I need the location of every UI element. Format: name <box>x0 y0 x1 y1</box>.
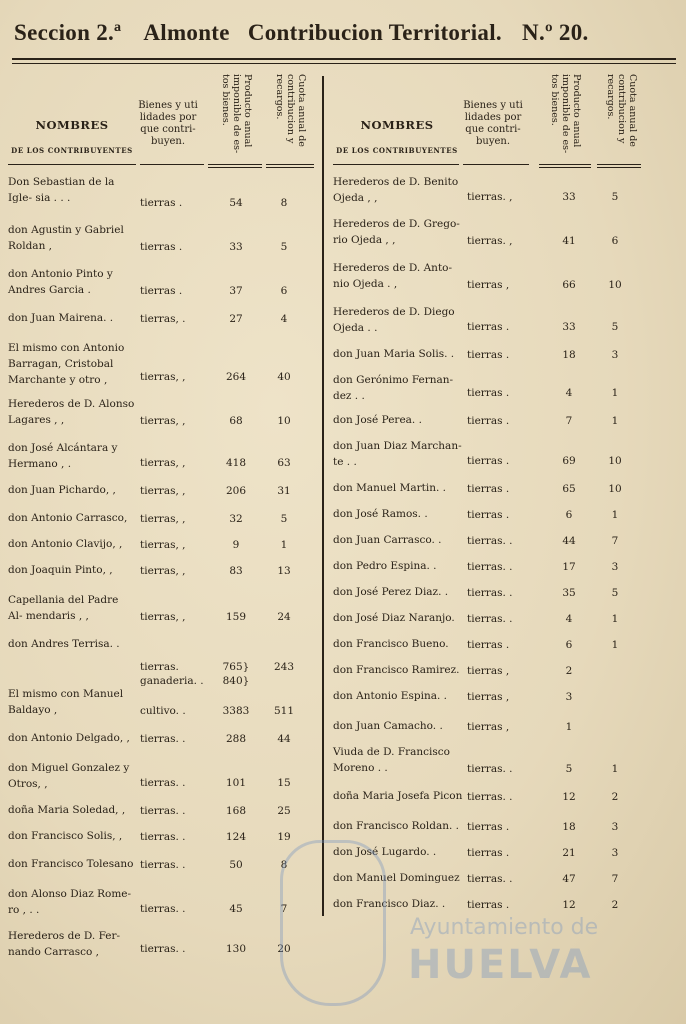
title-number: N.º 20. <box>522 20 589 45</box>
bienes-value: tierras. . <box>467 763 513 775</box>
contributor-name: don Antonio Pinto y Andres Garcia . <box>8 268 113 296</box>
header-names-subtitle: DE LOS CONTRIBUYENTES <box>336 146 458 155</box>
bienes-value: tierras. . <box>140 733 186 745</box>
contributor-name: don Joaquin Pinto, , <box>8 564 113 576</box>
contributor-name: Don Sebastian de la Igle- sia . . . <box>8 176 115 204</box>
contributor-name: El mismo con Antonio Barragan, Cristobal Marchante y otro , <box>8 342 125 386</box>
producto-value: 206 <box>225 485 247 497</box>
producto-value: 168 <box>225 805 247 817</box>
producto-value: 159 <box>225 611 247 623</box>
contributor-name: don Agustin y Gabriel Roldan , <box>8 224 124 252</box>
cuota-value: 5 <box>280 513 288 525</box>
table-row <box>333 740 641 784</box>
contributor-name: Herederos de D. Grego- rio Ojeda , , <box>333 218 460 246</box>
contributor-name: doña Maria Josefa Picon <box>333 790 463 802</box>
table-row <box>8 798 318 824</box>
producto-value: 35 <box>562 587 576 599</box>
cuota-value: 63 <box>277 457 291 469</box>
bienes-value: tierras, , <box>140 415 186 427</box>
table-row <box>8 436 318 478</box>
producto-value: 65 <box>562 483 576 495</box>
bienes-value: tierras . <box>467 321 510 333</box>
contributor-name: don Juan Diaz Marchan- te . . <box>333 440 462 468</box>
left-table-header <box>8 66 318 170</box>
contributor-name: don Antonio Carrasco, <box>8 512 128 524</box>
table-row <box>333 632 641 658</box>
cuota-value: 1 <box>611 639 619 651</box>
cuota-value: 3 <box>611 821 619 833</box>
cuota-value: 1 <box>611 509 619 521</box>
bienes-value: tierras. . <box>467 535 513 547</box>
producto-value: 44 <box>562 535 576 547</box>
producto-value: 12 <box>562 899 576 911</box>
producto-value: 83 <box>229 565 243 577</box>
producto-value: 765} 840} <box>222 661 250 687</box>
producto-value: 101 <box>225 777 247 789</box>
title-contribution: Contribucion Territorial. <box>247 20 502 45</box>
contributor-name: don Antonio Delgado, , <box>8 732 130 744</box>
table-row <box>8 588 318 632</box>
bienes-value: tierras. . <box>140 943 186 955</box>
top-rule-thin <box>12 63 676 64</box>
table-row <box>8 306 318 336</box>
producto-value: 33 <box>229 241 243 253</box>
producto-value: 9 <box>232 539 240 551</box>
cuota-value: 1 <box>611 613 619 625</box>
contributor-name: don Francisco Tolesano <box>8 858 134 870</box>
header-cuota: Cuota anual de contribucion y recargos. <box>605 74 638 147</box>
producto-value: 5 <box>565 763 573 775</box>
contributor-name: don Juan Camacho. . <box>333 720 443 732</box>
cuota-value: 44 <box>277 733 291 745</box>
contributor-name: don José Diaz Naranjo. <box>333 612 455 624</box>
producto-value: 4 <box>565 387 573 399</box>
header-producto: Producto anual imponible de es- tos bienes. <box>549 74 582 154</box>
cuota-value: 5 <box>611 587 619 599</box>
cuota-value: 24 <box>277 611 291 623</box>
bienes-value: tierras. . <box>140 859 186 871</box>
title-town: Almonte <box>143 20 230 45</box>
table-row <box>333 684 641 714</box>
bienes-value: tierras. . <box>467 873 513 885</box>
producto-value: 66 <box>562 279 576 291</box>
header-names-title: NOMBRES <box>35 118 109 132</box>
cuota-value: 2 <box>611 899 619 911</box>
producto-value: 69 <box>562 455 576 467</box>
producto-value: 17 <box>562 561 576 573</box>
header-names-title: NOMBRES <box>360 118 434 132</box>
producto-value: 18 <box>562 349 576 361</box>
table-row <box>8 882 318 924</box>
contributor-name: don José Ramos. . <box>333 508 428 520</box>
contributor-name: don José Alcántara y Hermano , . <box>8 442 118 470</box>
bienes-value: tierras. . <box>467 561 513 573</box>
contributor-name: don Gerónimo Fernan- dez . . <box>333 374 454 402</box>
table-row <box>333 368 641 408</box>
producto-value: 50 <box>229 859 243 871</box>
bienes-value: tierras, , <box>140 539 186 551</box>
header-rule <box>597 164 641 165</box>
table-row <box>8 924 318 964</box>
cuota-value: 3 <box>611 847 619 859</box>
table-row <box>333 866 641 892</box>
header-names <box>333 118 461 155</box>
right-table-header <box>333 66 641 170</box>
header-rule <box>539 164 591 165</box>
bienes-value: tierras. ganaderia. . <box>140 661 204 687</box>
cuota-value: 5 <box>280 241 288 253</box>
bienes-value: tierras . <box>467 847 510 859</box>
producto-value: 54 <box>229 197 243 209</box>
producto-value: 45 <box>229 903 243 915</box>
contributor-name: Herederos de D. Alonso Lagares , , <box>8 398 135 426</box>
cuota-value: 511 <box>273 705 295 717</box>
right-table <box>333 66 641 918</box>
cuota-value: 6 <box>280 285 288 297</box>
cuota-value: 3 <box>611 561 619 573</box>
bienes-value: tierras . <box>467 387 510 399</box>
header-rule <box>208 167 262 168</box>
contributor-name: don José Perea. . <box>333 414 422 426</box>
table-row <box>8 170 318 218</box>
table-row <box>8 392 318 436</box>
page-title <box>14 20 674 46</box>
producto-value: 264 <box>225 371 247 383</box>
cuota-value: 10 <box>608 483 622 495</box>
bienes-value: tierras . <box>467 455 510 467</box>
contributor-name: don Miguel Gonzalez y Otros, , <box>8 762 130 790</box>
cuota-value: 25 <box>277 805 291 817</box>
table-row <box>333 814 641 840</box>
cuota-value: 7 <box>611 873 619 885</box>
table-row <box>333 784 641 814</box>
cuota-value: 8 <box>280 197 288 209</box>
bienes-value: tierras, , <box>140 611 186 623</box>
contributor-name: don José Perez Diaz. . <box>333 586 449 598</box>
bienes-value: tierras, , <box>140 485 186 497</box>
contributor-name: don Juan Mairena. . <box>8 312 114 324</box>
cuota-value: 5 <box>611 321 619 333</box>
table-row <box>333 580 641 606</box>
bienes-value: tierras, , <box>140 565 186 577</box>
bienes-value: tierras . <box>467 821 510 833</box>
cuota-value: 4 <box>280 313 288 325</box>
producto-value: 130 <box>225 943 247 955</box>
contributor-name: don Juan Maria Solis. . <box>333 348 455 360</box>
table-row <box>333 528 641 554</box>
table-row <box>333 840 641 866</box>
table-row <box>8 682 318 726</box>
left-table <box>8 66 318 964</box>
watermark-line1: Ayuntamiento de <box>410 915 599 940</box>
producto-value: 418 <box>225 457 247 469</box>
table-row <box>8 262 318 306</box>
cuota-value: 1 <box>280 539 288 551</box>
bienes-value: cultivo. . <box>140 705 186 717</box>
bienes-value: tierras , <box>467 691 510 703</box>
bienes-value: tierras. , <box>467 191 513 203</box>
contributor-name: Herederos de D. Anto- nio Ojeda . , <box>333 262 453 290</box>
contributor-name: Herederos de D. Benito Ojeda , , <box>333 176 459 204</box>
contributor-name: don Pedro Espina. . <box>333 560 437 572</box>
contributor-name: Viuda de D. Francisco Moreno . . <box>333 746 450 774</box>
header-rule <box>140 164 204 165</box>
bienes-value: tierras. . <box>467 791 513 803</box>
table-row <box>8 336 318 392</box>
table-row <box>333 554 641 580</box>
bienes-value: tierras. . <box>140 805 186 817</box>
table-row <box>333 658 641 684</box>
contributor-name: don Manuel Martin. . <box>333 482 446 494</box>
table-row <box>333 342 641 368</box>
cuota-value: 5 <box>611 191 619 203</box>
producto-value: 6 <box>565 639 573 651</box>
cuota-value: 7 <box>280 903 288 915</box>
bienes-value: tierras . <box>467 509 510 521</box>
producto-value: 47 <box>562 873 576 885</box>
table-row <box>333 714 641 740</box>
top-rule <box>12 58 676 60</box>
producto-value: 33 <box>562 321 576 333</box>
bienes-value: tierras. . <box>140 831 186 843</box>
header-cuota: Cuota anual de contribucion y recargos. <box>274 74 307 147</box>
bienes-value: tierras , <box>467 279 510 291</box>
bienes-value: tierras . <box>467 483 510 495</box>
producto-value: 18 <box>562 821 576 833</box>
watermark-line2: HUELVA <box>408 942 593 988</box>
contributor-name: don Juan Carrasco. . <box>333 534 442 546</box>
table-row <box>8 532 318 558</box>
left-rows <box>8 170 318 964</box>
table-row <box>333 408 641 434</box>
cuota-value: 31 <box>277 485 291 497</box>
producto-value: 6 <box>565 509 573 521</box>
table-row <box>333 212 641 256</box>
cuota-value: 10 <box>608 279 622 291</box>
producto-value: 27 <box>229 313 243 325</box>
table-row <box>8 824 318 852</box>
producto-value: 12 <box>562 791 576 803</box>
cuota-value: 243 <box>273 661 295 673</box>
producto-value: 68 <box>229 415 243 427</box>
bienes-value: tierras . <box>140 285 183 297</box>
header-bienes: Bienes y uti lidades por que contri- buyen. <box>463 100 523 147</box>
right-rows <box>333 170 641 918</box>
cuota-value: 19 <box>277 831 291 843</box>
bienes-value: tierras . <box>140 241 183 253</box>
bienes-value: tierras, , <box>140 513 186 525</box>
table-row <box>333 606 641 632</box>
header-rule <box>266 167 314 168</box>
bienes-value: tierras . <box>467 415 510 427</box>
contributor-name: don Manuel Dominguez <box>333 872 460 884</box>
bienes-value: tierras , <box>467 721 510 733</box>
cuota-value: 1 <box>611 415 619 427</box>
header-rule <box>333 164 459 165</box>
producto-value: 288 <box>225 733 247 745</box>
cuota-value: 2 <box>611 791 619 803</box>
bienes-value: tierras , <box>467 665 510 677</box>
header-names <box>8 118 136 155</box>
table-row <box>333 892 641 918</box>
header-rule <box>597 167 641 168</box>
table-row <box>8 506 318 532</box>
cuota-value: 7 <box>611 535 619 547</box>
producto-value: 33 <box>562 191 576 203</box>
contributor-name: El mismo con Manuel Baldayo , <box>8 688 124 716</box>
contributor-name: Capellania del Padre Al- mendaris , , <box>8 594 119 622</box>
cuota-value: 6 <box>611 235 619 247</box>
contributor-name: don Francisco Ramirez. <box>333 664 460 676</box>
bienes-value: tierras . <box>467 349 510 361</box>
contributor-name: doña Maria Soledad, , <box>8 804 126 816</box>
table-row <box>333 434 641 476</box>
bienes-value: tierras . <box>467 899 510 911</box>
table-row <box>8 726 318 756</box>
table-row <box>8 756 318 798</box>
producto-value: 7 <box>565 415 573 427</box>
header-rule <box>539 167 591 168</box>
contributor-name: Herederos de D. Diego Ojeda . . <box>333 306 455 334</box>
header-rule <box>8 164 136 165</box>
column-separator <box>322 76 324 916</box>
cuota-value: 1 <box>611 387 619 399</box>
table-row <box>333 256 641 300</box>
producto-value: 41 <box>562 235 576 247</box>
cuota-value: 8 <box>280 859 288 871</box>
bienes-value: tierras, , <box>140 457 186 469</box>
contributor-name: don Juan Pichardo, , <box>8 484 116 496</box>
bienes-value: tierras. . <box>467 613 513 625</box>
bienes-value: tierras. . <box>467 587 513 599</box>
producto-value: 2 <box>565 665 573 677</box>
producto-value: 1 <box>565 721 573 733</box>
bienes-value: tierras, . <box>140 313 186 325</box>
table-row <box>8 558 318 588</box>
contributor-name: don Antonio Espina. . <box>333 690 447 702</box>
cuota-value: 1 <box>611 763 619 775</box>
cuota-value: 13 <box>277 565 291 577</box>
contributor-name: don Francisco Roldan. . <box>333 820 459 832</box>
contributor-name: don Francisco Solis, , <box>8 830 123 842</box>
table-row <box>333 502 641 528</box>
contributor-name: don Francisco Diaz. . <box>333 898 446 910</box>
contributor-name: don José Lugardo. . <box>333 846 437 858</box>
producto-value: 4 <box>565 613 573 625</box>
title-section: Seccion 2.ª <box>14 20 122 45</box>
producto-value: 37 <box>229 285 243 297</box>
header-producto: Producto anual imponible de es- tos bienes. <box>220 74 253 154</box>
cuota-value: 10 <box>277 415 291 427</box>
header-rule <box>208 164 262 165</box>
contributor-name: don Alonso Diaz Rome- ro , . . <box>8 888 132 916</box>
bienes-value: tierras. . <box>140 777 186 789</box>
producto-value: 32 <box>229 513 243 525</box>
producto-value: 21 <box>562 847 576 859</box>
header-rule <box>463 164 529 165</box>
contributor-name: Herederos de D. Fer- nando Carrasco , <box>8 930 121 958</box>
producto-value: 124 <box>225 831 247 843</box>
header-bienes: Bienes y uti lidades por que contri- buyen. <box>138 100 198 147</box>
table-row <box>333 170 641 212</box>
header-rule <box>266 164 314 165</box>
bienes-value: tierras . <box>467 639 510 651</box>
table-row <box>333 476 641 502</box>
bienes-value: tierras, , <box>140 371 186 383</box>
cuota-value: 10 <box>608 455 622 467</box>
contributor-name: don Antonio Clavijo, , <box>8 538 123 550</box>
cuota-value: 40 <box>277 371 291 383</box>
header-names-subtitle: DE LOS CONTRIBUYENTES <box>11 146 133 155</box>
table-row <box>8 632 318 687</box>
cuota-value: 20 <box>277 943 291 955</box>
contributor-name: don Francisco Bueno. <box>333 638 449 650</box>
bienes-value: tierras . <box>140 197 183 209</box>
producto-value: 3 <box>565 691 573 703</box>
contributor-name: don Andres Terrisa. . <box>8 638 120 650</box>
table-row <box>8 852 318 882</box>
table-row <box>333 300 641 342</box>
bienes-value: tierras. . <box>140 903 186 915</box>
cuota-value: 3 <box>611 349 619 361</box>
table-row <box>8 218 318 262</box>
cuota-value: 15 <box>277 777 291 789</box>
table-row <box>8 478 318 506</box>
bienes-value: tierras. , <box>467 235 513 247</box>
producto-value: 3383 <box>222 705 250 717</box>
